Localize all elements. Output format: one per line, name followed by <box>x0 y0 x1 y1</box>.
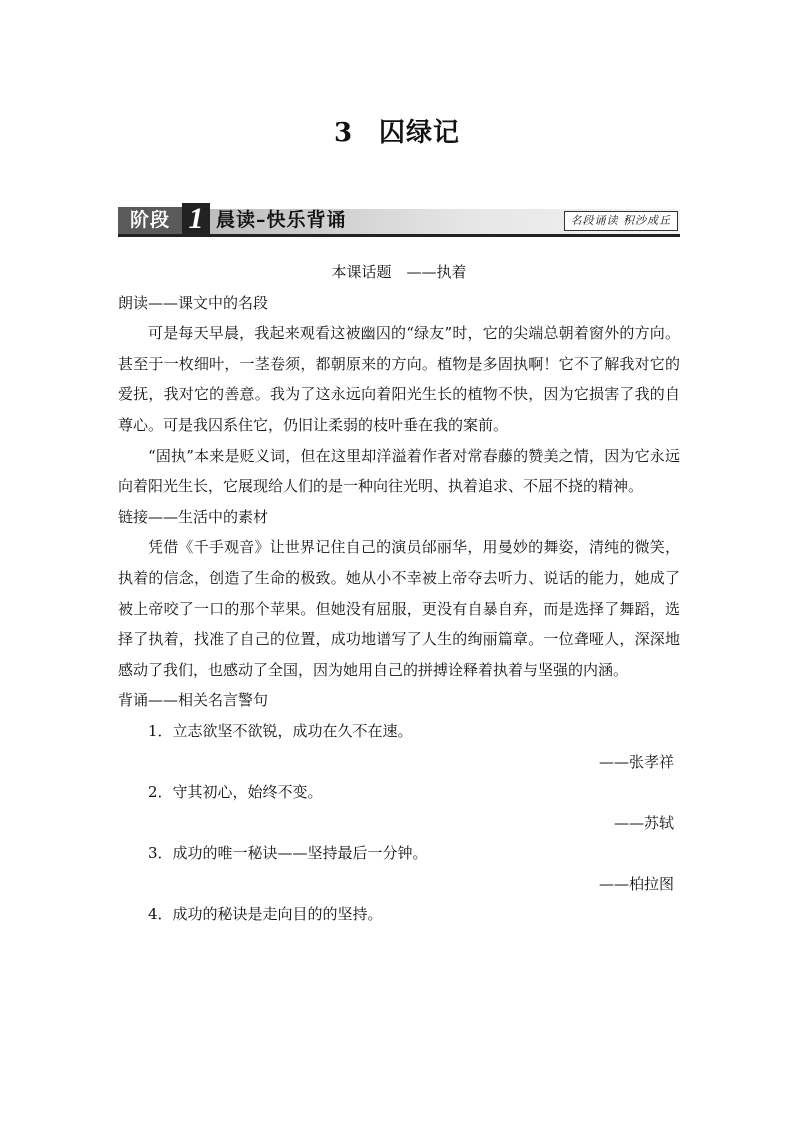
link-paragraph: 凭借《千手观音》让世界记住自己的演员邰丽华，用曼妙的舞姿，清纯的微笑，执着的信念，创造了生命的极致。她从小不幸被上帝夺去听力、说话的能力，她成了被上帝咬了一口的那个苹果。但她没有屈服，更没有自暴自弃，而是选择了舞蹈，选择了执着，找准了自己的位置，成功地谱写了人生的绚丽篇章。一位聋哑人，深深地感动了我们，也感动了全国，因为她用自己的拼搏诠释着执着与坚强的内涵。 <box>118 538 680 679</box>
section-heading-link: 链接——生活中的素材 <box>118 507 269 526</box>
quote-item: 1．立志欲坚不欲锐，成功在久不在速。 <box>148 721 413 740</box>
section-heading-reading: 朗读——课文中的名段 <box>118 293 269 312</box>
stage-label: 阶段 <box>118 207 182 234</box>
page-content <box>118 257 680 930</box>
section-heading-recite: 背诵——相关名言警句 <box>118 691 269 710</box>
stage-title: 晨读–快乐背诵 <box>216 209 347 231</box>
reading-commentary: “固执”本来是贬义词，但在这里却洋溢着作者对常春藤的赞美之情，因为它永远向着阳光生长，它展现给人们的是一种向往光明、执着追求、不屈不挠的精神。 <box>118 446 680 496</box>
stage-motto: 名段诵读 积沙成丘 <box>564 211 679 231</box>
quote-item: 4．成功的秘诀是走向目的的坚持。 <box>148 905 383 924</box>
reading-paragraph: 可是每天早晨，我起来观看这被幽囚的“绿友”时，它的尖端总朝着窗外的方向。甚至于一枚细叶，一茎卷须，都朝原来的方向。植物是多固执啊！它不了解我对它的爱抚，我对它的善意。我为了这永远向着阳光生长的植物不快，因为它损害了我的自尊心。可是我囚系住它，仍旧让柔弱的枝叶垂在我的案前。 <box>118 324 680 434</box>
topic-heading: 本课话题 ——执着 <box>331 263 467 281</box>
quote-author: ——柏拉图 <box>598 874 674 893</box>
quote-item: 3．成功的唯一秘诀——坚持最后一分钟。 <box>148 844 428 863</box>
quote-item: 2．守其初心，始终不变。 <box>148 783 323 802</box>
lesson-name: 囚绿记 <box>379 118 461 148</box>
quote-author: ——苏轼 <box>613 813 674 832</box>
stage-number: 1 <box>182 203 210 234</box>
lesson-number: 3 <box>333 118 354 148</box>
lesson-title <box>0 112 794 149</box>
stage-banner <box>118 202 680 237</box>
quote-author: ——张孝祥 <box>598 752 674 771</box>
